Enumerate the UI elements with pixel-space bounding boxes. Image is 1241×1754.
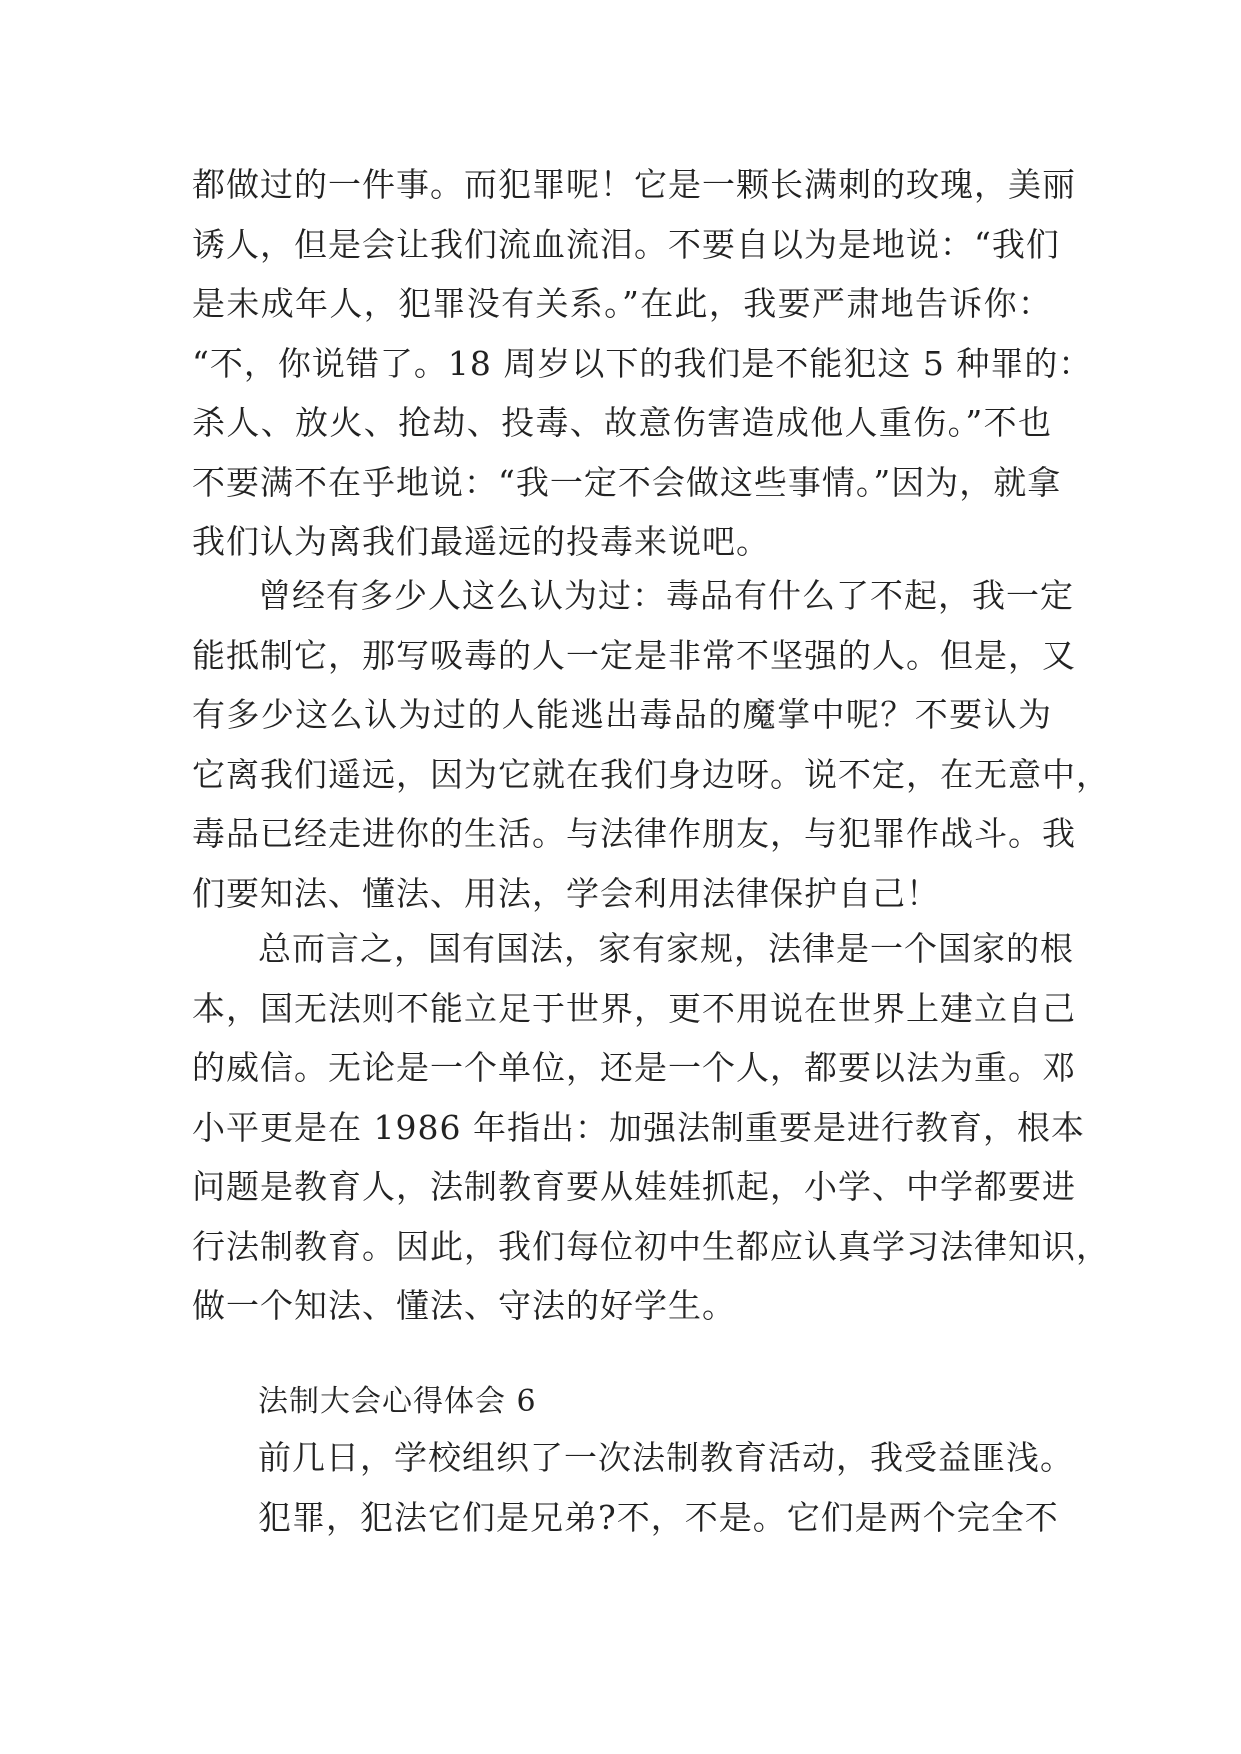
- text-line: 它离我们遥远，因为它就在我们身边呀。说不定，在无意中，: [192, 754, 1110, 794]
- text-line: 都做过的一件事。而犯罪呢！它是一颗长满刺的玫瑰，美丽: [192, 165, 1076, 204]
- paragraph-4: [192, 1428, 1074, 1547]
- paragraph-2: [192, 566, 1110, 923]
- text-line: 们要知法、懂法、用法，学会利用法律保护自己！: [192, 873, 940, 913]
- text-line: 本，国无法则不能立足于世界，更不用说在世界上建立自己: [192, 988, 1076, 1028]
- text-line: 有多少这么认为过的人能逃出毒品的魔掌中呢？不要认为: [192, 695, 1052, 734]
- text-line: 我们认为离我们最遥远的投毒来说吧。: [192, 522, 770, 561]
- text-line: 做一个知法、懂法、守法的好学生。: [192, 1286, 736, 1325]
- text-line: 的威信。无论是一个单位，还是一个人，都要以法为重。邓: [192, 1048, 1076, 1087]
- text-line: 是未成年人，犯罪没有关系。”在此，我要严肃地告诉你：: [192, 284, 1052, 323]
- text-line: 杀人、放火、抢劫、投毒、故意伤害造成他人重伤。”不也: [192, 403, 1052, 442]
- text-line: 总而言之，国有国法，家有家规，法律是一个国家的根: [258, 929, 1074, 968]
- paragraph-3: [192, 919, 1110, 1336]
- text-line: 毒品已经走进你的生活。与法律作朋友，与犯罪作战斗。我: [192, 814, 1076, 853]
- text-line: 不要满不在乎地说：“我一定不会做这些事情。”因为，就拿: [192, 462, 1062, 502]
- paragraph-1: [192, 155, 1093, 572]
- text-line: “不，你说错了。18 周岁以下的我们是不能犯这 5 种罪的：: [192, 343, 1093, 383]
- section-heading: 法制大会心得体会 6: [258, 1384, 537, 1419]
- text-line: 前几日，学校组织了一次法制教育活动，我受益匪浅。: [258, 1438, 1074, 1477]
- text-line: 能抵制它，那写吸毒的人一定是非常不坚强的人。但是，又: [192, 635, 1076, 675]
- text-line: 问题是教育人，法制教育要从娃娃抓起，小学、中学都要进: [192, 1167, 1076, 1206]
- text-line: 曾经有多少人这么认为过：毒品有什么了不起，我一定: [258, 576, 1074, 615]
- text-line: 行法制教育。因此，我们每位初中生都应认真学习法律知识，: [192, 1226, 1110, 1266]
- text-line: 犯罪，犯法它们是兄弟?不，不是。它们是两个完全不: [258, 1497, 1059, 1537]
- text-line: 小平更是在 1986 年指出：加强法制重要是进行教育，根本: [192, 1107, 1085, 1147]
- text-line: 诱人，但是会让我们流血流泪。不要自以为是地说：“我们: [192, 224, 1060, 264]
